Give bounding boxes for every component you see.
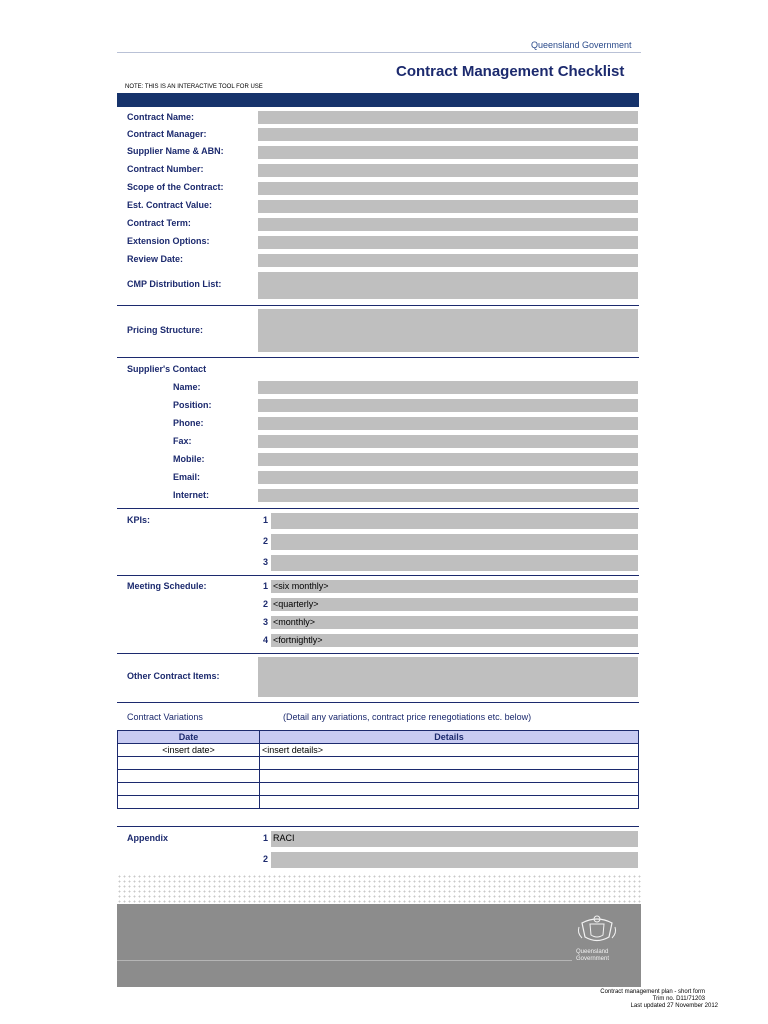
review-date-label: Review Date: xyxy=(127,254,184,264)
contract-term-field[interactable] xyxy=(258,218,638,231)
kpi-field[interactable] xyxy=(271,513,638,529)
section-divider xyxy=(117,653,639,654)
scope-label: Scope of the Contract: xyxy=(127,182,224,192)
dotted-pattern xyxy=(117,874,641,904)
interactive-note: NOTE: THIS IS AN INTERACTIVE TOOL FOR USE xyxy=(125,84,263,90)
contact-name-label: Name: xyxy=(173,382,201,392)
contact-phone-field[interactable] xyxy=(258,417,638,430)
section-divider xyxy=(117,826,639,827)
details-cell[interactable] xyxy=(260,796,639,809)
page-title: Contract Management Checklist xyxy=(396,63,625,80)
appendix-label: Appendix xyxy=(127,833,169,843)
contract-number-field[interactable] xyxy=(258,164,638,177)
footer-doc-name: Contract management plan - short form xyxy=(600,989,705,995)
kpi-field[interactable] xyxy=(271,555,638,571)
supplier-name-abn-label: Supplier Name & ABN: xyxy=(127,146,224,156)
contact-email-label: Email: xyxy=(173,472,201,482)
footer-band xyxy=(117,904,641,987)
contract-number-label: Contract Number: xyxy=(127,164,204,174)
appendix-number: 2 xyxy=(263,854,269,864)
supplier-contact-heading: Supplier's Contact xyxy=(127,364,207,374)
meeting-number: 3 xyxy=(263,617,269,627)
header-rule xyxy=(117,52,641,53)
date-column-header: Date xyxy=(118,731,260,744)
contract-name-label: Contract Name: xyxy=(127,112,195,122)
contract-manager-label: Contract Manager: xyxy=(127,129,207,139)
supplier-name-abn-field[interactable] xyxy=(258,146,638,159)
est-contract-value-field[interactable] xyxy=(258,200,638,213)
contract-name-field[interactable] xyxy=(258,111,638,124)
appendix-field[interactable] xyxy=(271,852,638,868)
variations-label: Contract Variations xyxy=(127,712,203,722)
table-row xyxy=(118,770,639,783)
table-row xyxy=(118,744,639,757)
contact-fax-field[interactable] xyxy=(258,435,638,448)
contact-mobile-label: Mobile: xyxy=(173,454,205,464)
appendix-field[interactable] xyxy=(271,831,638,847)
footer-trim-no: Trim no. D11/71203 xyxy=(652,996,705,1002)
section-divider xyxy=(117,508,639,509)
kpis-label: KPIs: xyxy=(127,515,151,525)
table-row xyxy=(118,783,639,796)
contract-term-label: Contract Term: xyxy=(127,218,191,228)
kpi-number: 3 xyxy=(263,557,269,567)
contact-position-label: Position: xyxy=(173,400,212,410)
date-cell[interactable] xyxy=(118,757,260,770)
date-cell[interactable] xyxy=(118,796,260,809)
extension-options-field[interactable] xyxy=(258,236,638,249)
date-cell[interactable] xyxy=(118,770,260,783)
other-items-field[interactable] xyxy=(258,657,638,697)
est-contract-value-label: Est. Contract Value: xyxy=(127,200,213,210)
footer-rule xyxy=(117,960,572,961)
meeting-number: 2 xyxy=(263,599,269,609)
date-cell[interactable]: <insert date> xyxy=(118,744,260,757)
meeting-number: 4 xyxy=(263,635,269,645)
table-row xyxy=(118,796,639,809)
variations-table xyxy=(117,730,639,809)
details-cell[interactable] xyxy=(260,783,639,796)
variations-note: (Detail any variations, contract price renegotiations etc. below) xyxy=(283,712,532,722)
contact-fax-label: Fax: xyxy=(173,436,192,446)
meeting-field[interactable] xyxy=(271,634,638,647)
contact-name-field[interactable] xyxy=(258,381,638,394)
section-divider xyxy=(117,305,639,306)
pricing-structure-label: Pricing Structure: xyxy=(127,325,204,335)
details-cell[interactable] xyxy=(260,757,639,770)
kpi-number: 1 xyxy=(263,515,269,525)
details-cell[interactable] xyxy=(260,770,639,783)
queensland-crest-icon xyxy=(576,913,618,947)
header-bar xyxy=(117,93,639,107)
kpi-field[interactable] xyxy=(271,534,638,550)
contact-internet-label: Internet: xyxy=(173,490,209,500)
scope-field[interactable] xyxy=(258,182,638,195)
contract-manager-field[interactable] xyxy=(258,128,638,141)
appendix-number: 1 xyxy=(263,833,269,843)
section-divider xyxy=(117,702,639,703)
appendix-value: RACI xyxy=(273,833,295,843)
contact-mobile-field[interactable] xyxy=(258,453,638,466)
review-date-field[interactable] xyxy=(258,254,638,267)
meeting-field[interactable] xyxy=(271,616,638,629)
date-cell[interactable] xyxy=(118,783,260,796)
table-row xyxy=(118,757,639,770)
distribution-list-field[interactable] xyxy=(258,272,638,299)
gov-name: Queensland Government xyxy=(531,40,632,50)
meeting-number: 1 xyxy=(263,581,269,591)
contact-email-field[interactable] xyxy=(258,471,638,484)
pricing-structure-field[interactable] xyxy=(258,309,638,352)
contact-phone-label: Phone: xyxy=(173,418,204,428)
contact-internet-field[interactable] xyxy=(258,489,638,502)
distribution-list-label: CMP Distribution List: xyxy=(127,279,222,289)
meeting-schedule-label: Meeting Schedule: xyxy=(127,581,207,591)
footer-logo-text: Queensland Government xyxy=(576,949,610,962)
extension-options-label: Extension Options: xyxy=(127,236,210,246)
other-items-label: Other Contract Items: xyxy=(127,671,220,681)
section-divider xyxy=(117,357,639,358)
footer-last-updated: Last updated 27 November 2012 xyxy=(630,1003,718,1009)
contact-position-field[interactable] xyxy=(258,399,638,412)
meeting-value: <fortnightly> xyxy=(273,635,323,645)
meeting-field[interactable] xyxy=(271,598,638,611)
meeting-value: <six monthly> xyxy=(273,581,329,591)
section-divider xyxy=(117,575,639,576)
details-column-header: Details xyxy=(260,731,639,744)
meeting-value: <quarterly> xyxy=(273,599,319,609)
details-cell[interactable]: <insert details> xyxy=(260,744,639,757)
meeting-value: <monthly> xyxy=(273,617,316,627)
kpi-number: 2 xyxy=(263,536,269,546)
